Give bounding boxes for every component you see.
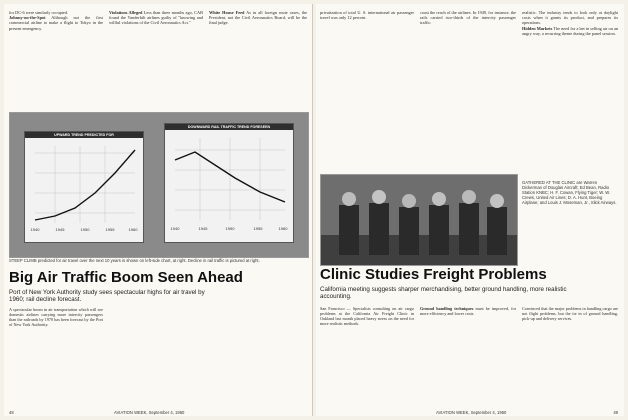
- upward-year-2: 1950: [80, 227, 90, 232]
- left-col1-bullet-lead: Johnny-on-the-Spot: [9, 15, 46, 21]
- right-col3-bullet-text: The need for a bet in selling air on an angry way, a recurring theme during the panel session.: [522, 25, 619, 36]
- clinic-group-photo: [320, 174, 518, 266]
- upward-year-4: 1960: [128, 227, 138, 232]
- left-col3-bullet-text: As in all foreign route cases, the President, not the Civil Aeronautics Board, will be the final judge.: [209, 10, 307, 26]
- downward-trend-title: DOWNWARD RAIL TRAFFIC TREND FORESEEN: [165, 124, 293, 130]
- right-page: [316, 4, 624, 416]
- graph-photo-caption: STEEP CLIMB predicted for air travel over the next 10 years is shown on left-side chart, at right. Decline in rail traffic is pictured at right.: [9, 258, 260, 263]
- clinic-group-figures: [321, 175, 517, 265]
- left-page: [4, 4, 313, 416]
- right-footer-magazine: AVIATION WEEK, September 4, 1950: [436, 410, 507, 415]
- upward-year-1: 1945: [55, 227, 65, 232]
- left-col2-bullet-lead: Violations Alleged: [109, 10, 143, 15]
- right-body-col2: [420, 306, 516, 316]
- left-col1-bullet-text: Although not the first commercial airline to make a flight to Tokyo in the present emergency.: [9, 15, 103, 31]
- upward-trend-title: UPWARD TREND PREDICTED FOR: [25, 132, 143, 138]
- downward-year-1: 1945: [198, 226, 208, 231]
- downward-year-0: 1940: [170, 226, 180, 231]
- clinic-photo-caption: GATHERED AT THE CLINIC are Warren Dickerman of Douglas Aircraft; Ed Bean, Radio Station KNBC; H. F. Cowan, Flying Tiger; W. W. Crews, United Air Lines; D. A. Hunt, Boeing Airplane; and Louis J. Moseman, Jr., Slick Airways.: [522, 180, 617, 205]
- right-headline: Clinic Studies Freight Problems: [320, 266, 547, 283]
- left-page-number: 48: [9, 410, 14, 415]
- right-column-2: [420, 10, 516, 26]
- right-page-number: 49: [613, 410, 618, 415]
- right-col3-bullet-lead: Hidden Markets: [522, 25, 553, 31]
- left-body-text: A spectacular boom in air transportation which will see domestic airlines carrying more intercity passengers than the railroads by 1970 has been forecast by the Port of New York Authority.: [9, 307, 103, 327]
- right-body-col1: San Francisco — Specialists consulting on air cargo problems at the California Air Freight Clinic in Oakland last month placed heavy stress on the need for more realistic methods.: [320, 306, 414, 326]
- left-column-2: [109, 10, 203, 26]
- upward-trend-graph: [24, 131, 144, 243]
- upward-trend-line: [35, 150, 135, 220]
- left-col2-bullet-text: Less than three months ago, CAB found the Vanderbilt airlines guilty of "knowing and willful violations of the Civil Aeronautics Act.": [109, 10, 203, 26]
- upward-year-3: 1955: [105, 227, 115, 232]
- right-col3-text: realistic. The industry tends to look only at daylight costs when it grants its product, and prepares its operations.: [522, 10, 618, 26]
- left-col3-bullet-lead: White House Feed: [209, 10, 245, 15]
- right-col2-text: coast the reach of the airlines. In 1949, for instance, the rails carried two-thirds of the intercity passenger traffic.: [420, 10, 516, 26]
- upward-trend-plot: [25, 138, 143, 238]
- downward-trend-graph: [164, 123, 294, 243]
- downward-year-2: 1950: [225, 226, 235, 231]
- left-footer-magazine: AVIATION WEEK, September 4, 1950: [114, 410, 185, 415]
- right-column-1: [320, 10, 414, 20]
- right-col1-text: privatization of total U. S. international air passenger travel was only 12 percent.: [320, 10, 414, 21]
- right-deck: California meeting suggests sharper merchandising, better ground handling, more realistic accounting.: [320, 286, 567, 301]
- right-body-col2-bullet-lead: Ground handling techniques: [420, 306, 474, 311]
- left-deck: Port of New York Authority study sees spectacular highs for air travel by 1960; rail decline forecast.: [9, 289, 205, 304]
- right-column-3: [522, 10, 618, 36]
- left-column-3: [209, 10, 307, 26]
- downward-trend-plot: [165, 130, 293, 238]
- right-body-col3: Convinced that the major problems in handling cargo are not flight problems, but the tie in of ground handling, pick-up and delivery services.: [522, 306, 618, 321]
- downward-year-3: 1955: [253, 226, 263, 231]
- upward-year-0: 1940: [30, 227, 40, 232]
- right-body-col2-bullet-text: must be improved, for more efficiency and lower costs.: [420, 306, 517, 316]
- left-headline: Big Air Traffic Boom Seen Ahead: [9, 269, 243, 286]
- left-column-1: [9, 10, 103, 31]
- downward-year-4: 1960: [278, 226, 288, 231]
- graph-photo: [9, 112, 309, 258]
- left-col1-lead: for DC-6 were similarly occupied.: [9, 10, 69, 15]
